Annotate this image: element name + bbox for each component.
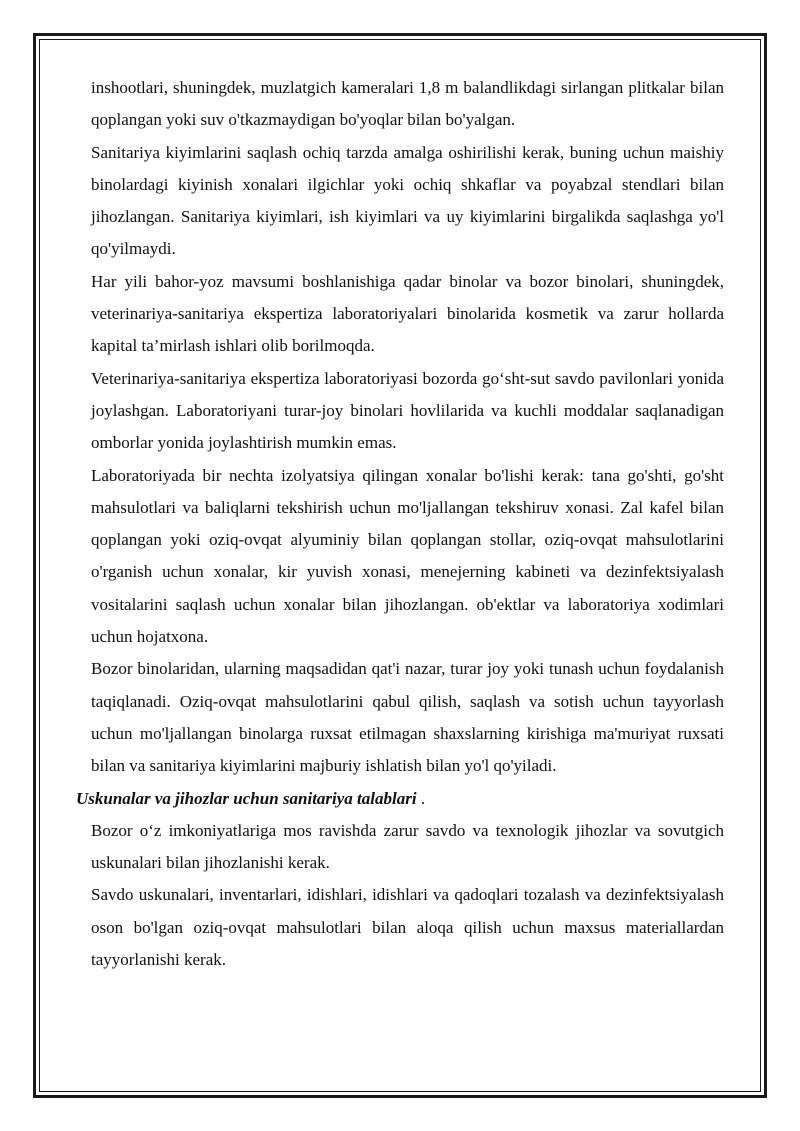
paragraph: inshootlari, shuningdek, muzlatgich kameralari 1,8 m balandlikdagi sirlangan plitkalar bilan qoplangan yoki suv o'tkazmaydigan bo'yoqlar bilan bo'yalgan. [91,78,724,130]
paragraph: Savdo uskunalari, inventarlari, idishlari, idishlari va qadoqlari tozalash va dezinfektsiyalash oson bo'lgan oziq-ovqat mahsulotlari bilan aloqa qilish uchun maxsus materiallardan tayyorlanishi kerak. [91,885,724,970]
paragraph: Laboratoriyada bir nechta izolyatsiya qilingan xonalar bo'lishi kerak: tana go'shti, go'sht mahsulotlari va baliqlarni tekshirish uchun mo'ljallangan tekshiruv xonasi. Zal kafel bilan qoplangan yoki oziq-ovqat alyuminiy bilan qoplangan stollar, oziq-ovqat mahsulotlarini o'rganish uchun xonalar, kir yuvish xonasi, menejerning kabineti va dezinfektsiyalash vositalarini saqlash uchun xonalar bilan jihozlangan. ob'ektlar va laboratoriya xodimlari uchun hojatxona. [91,465,724,647]
paragraph: Veterinariya-sanitariya ekspertiza laboratoriyasi bozorda go‘sht-sut savdo pavilonlari yonida joylashgan. Laboratoriyani turar-joy binolari hovlilarida va kuchli moddalar saqlanadigan omborlar yonida joylashtirish mumkin emas. [91,368,724,453]
paragraph: Sanitariya kiyimlarini saqlash ochiq tarzda amalga oshirilishi kerak, buning uchun maishiy binolardagi kiyinish xonalari ilgichlar yoki ochiq shkaflar va poyabzal stendlari bilan jihozlangan. Sanitariya kiyimlari, ish kiyimlari va uy kiyimlarini birgalikda saqlashga yo'l qo'yilmaydi. [91,142,724,259]
section-heading [76,783,724,815]
section-heading-text: Uskunalar va jihozlar uchun sanitariya talablari [76,788,417,808]
paragraph: Bozor o‘z imkoniyatlariga mos ravishda zarur savdo va texnologik jihozlar va sovutgich uskunalari bilan jihozlanishi kerak. [91,820,724,873]
document-body [76,72,724,976]
paragraph: Har yili bahor-yoz mavsumi boshlanishiga qadar binolar va bozor binolari, shuningdek, veterinariya-sanitariya ekspertiza laboratoriyalari binolarida kosmetik va zarur hollarda kapital ta’mirlash ishlari olib borilmoqda. [91,271,724,356]
section-heading-tail: . [416,788,426,808]
paragraph: Bozor binolaridan, ularning maqsadidan qat'i nazar, turar joy yoki tunash uchun foydalanish taqiqlanadi. Oziq-ovqat mahsulotlarini qabul qilish, saqlash va sotish uchun tayyorlash uchun mo'ljallangan binolarga ruxsat etilmagan shaxslarning kirishiga ma'muriyat ruxsati bilan va sanitariya kiyimlarini majburiy ishlatish bilan yo'l qo'yiladi. [91,659,724,776]
